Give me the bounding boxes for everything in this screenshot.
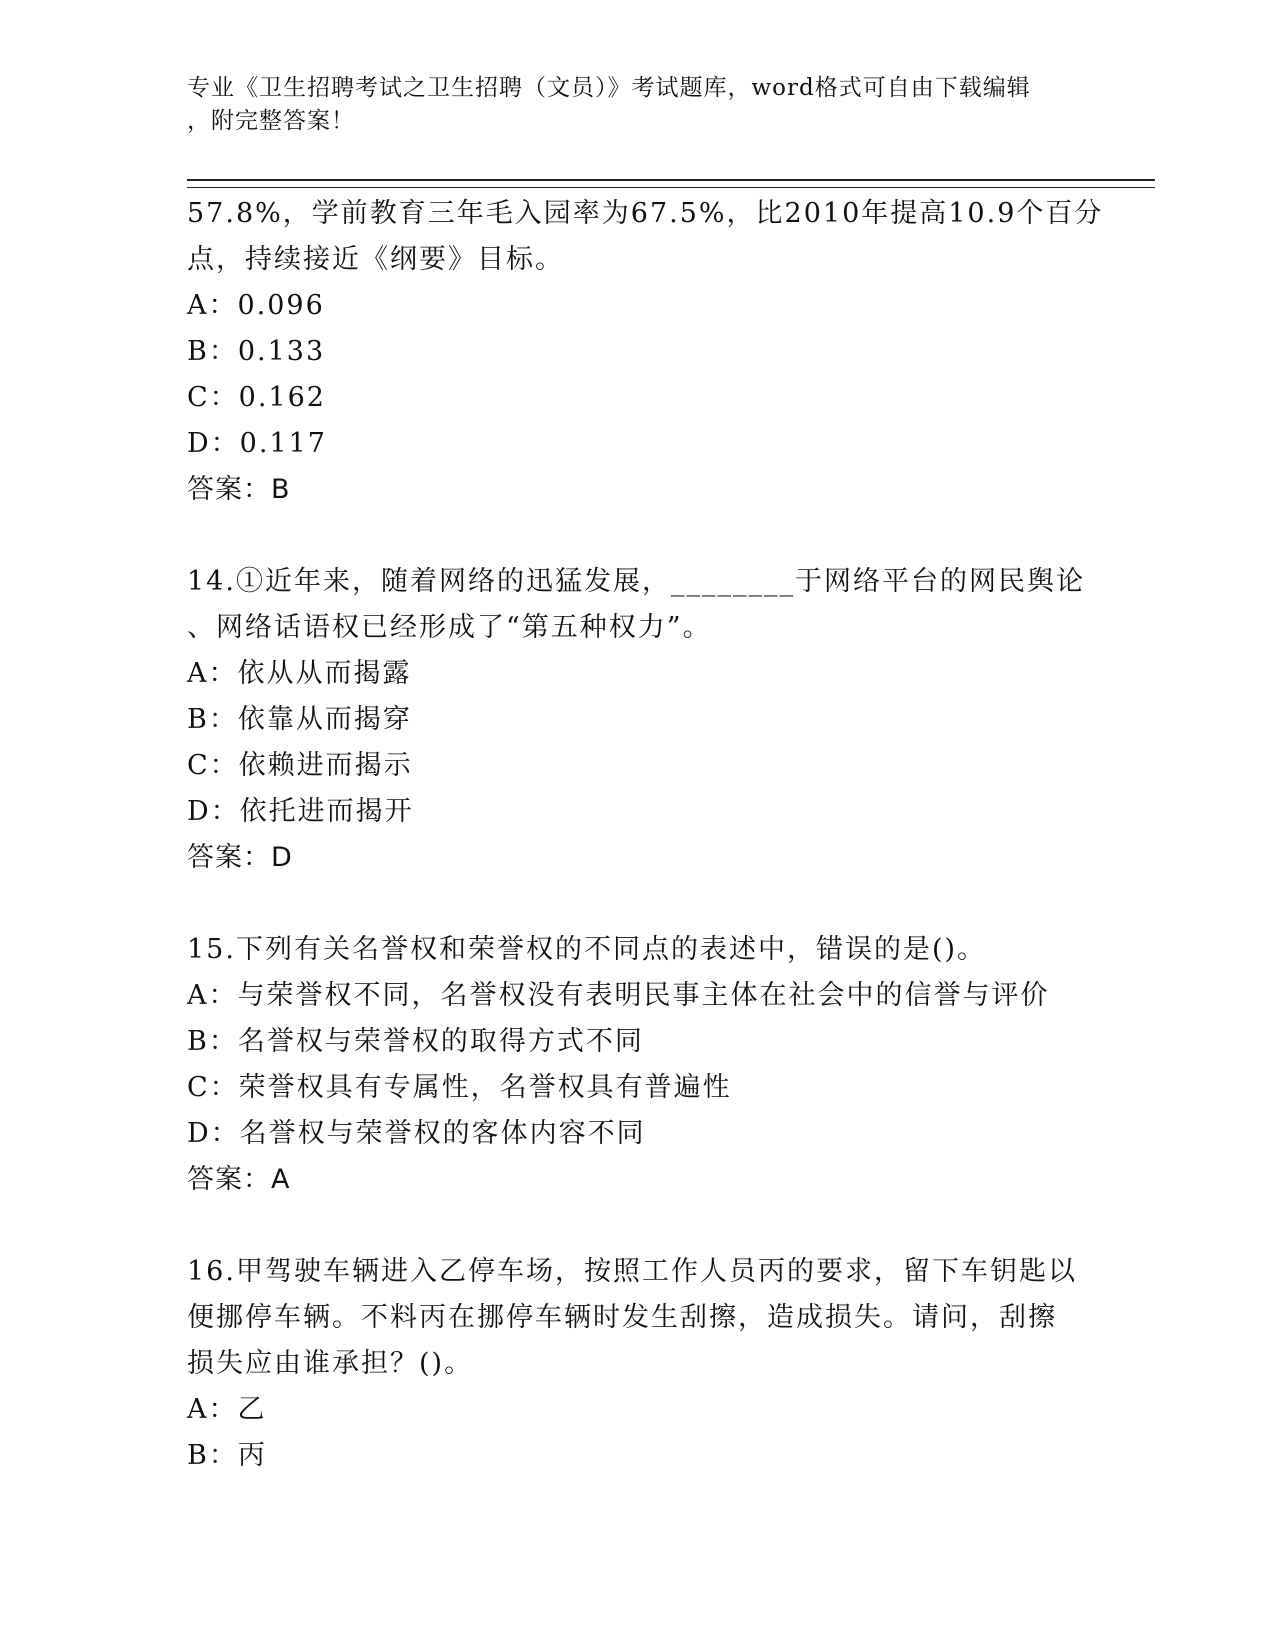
question-14 — [187, 559, 1087, 881]
option-b: B：依靠从而揭穿 — [187, 704, 412, 735]
question-15 — [187, 927, 1087, 1203]
option-d: D：0.117 — [187, 428, 327, 459]
option-c: C：荣誉权具有专属性，名誉权具有普遍性 — [187, 1072, 732, 1103]
question-stem-line: 57.8%，学前教育三年毛入园率为67.5%，比2010年提高10.9个百分 — [187, 198, 1104, 229]
answer-label: 答案：A — [187, 1164, 291, 1195]
option-d: D：名誉权与荣誉权的客体内容不同 — [187, 1118, 646, 1149]
question-stem-line: 16.甲驾驶车辆进入乙停车场，按照工作人员丙的要求，留下车钥匙以 — [187, 1256, 1077, 1287]
answer-label: 答案：D — [187, 842, 293, 873]
question-stem-line: 点，持续接近《纲要》目标。 — [187, 244, 564, 275]
header-line-2: ，附完整答案！ — [187, 108, 355, 134]
option-c: C：依赖进而揭示 — [187, 750, 413, 781]
document-header — [187, 72, 1067, 138]
header-divider — [187, 179, 1155, 188]
answer-label: 答案：B — [187, 474, 291, 505]
question-list — [187, 191, 1104, 1479]
option-a: A：0.096 — [187, 290, 325, 321]
question-stem-line: 14.①近年来，随着网络的迅猛发展，________于网络平台的网民舆论 — [187, 566, 1085, 597]
spacer — [187, 881, 1087, 927]
option-c: C：0.162 — [187, 382, 326, 413]
option-b: B：名誉权与荣誉权的取得方式不同 — [187, 1026, 644, 1057]
option-d: D：依托进而揭开 — [187, 796, 414, 827]
option-a: A：依从从而揭露 — [187, 658, 412, 689]
option-a: A：乙 — [187, 1394, 267, 1425]
question-stem-line: 、网络话语权已经形成了“第五种权力”。 — [187, 612, 712, 643]
spacer — [187, 513, 1087, 559]
header-line-1: 专业《卫生招聘考试之卫生招聘（文员）》考试题库，word格式可自由下载编辑 — [187, 75, 1031, 101]
question-stem-line: 15.下列有关名誉权和荣誉权的不同点的表述中，错误的是()。 — [187, 934, 987, 965]
option-a: A：与荣誉权不同，名誉权没有表明民事主体在社会中的信誉与评价 — [187, 980, 1050, 1011]
question-stem-line: 便挪停车辆。不料丙在挪停车辆时发生刮擦，造成损失。请问，刮擦 — [187, 1302, 1057, 1333]
question-stem-line: 损失应由谁承担？()。 — [187, 1348, 474, 1379]
question-13 — [187, 191, 1104, 513]
question-16 — [187, 1249, 1087, 1479]
option-b: B：丙 — [187, 1440, 267, 1471]
spacer — [187, 1203, 1087, 1249]
option-b: B：0.133 — [187, 336, 326, 367]
